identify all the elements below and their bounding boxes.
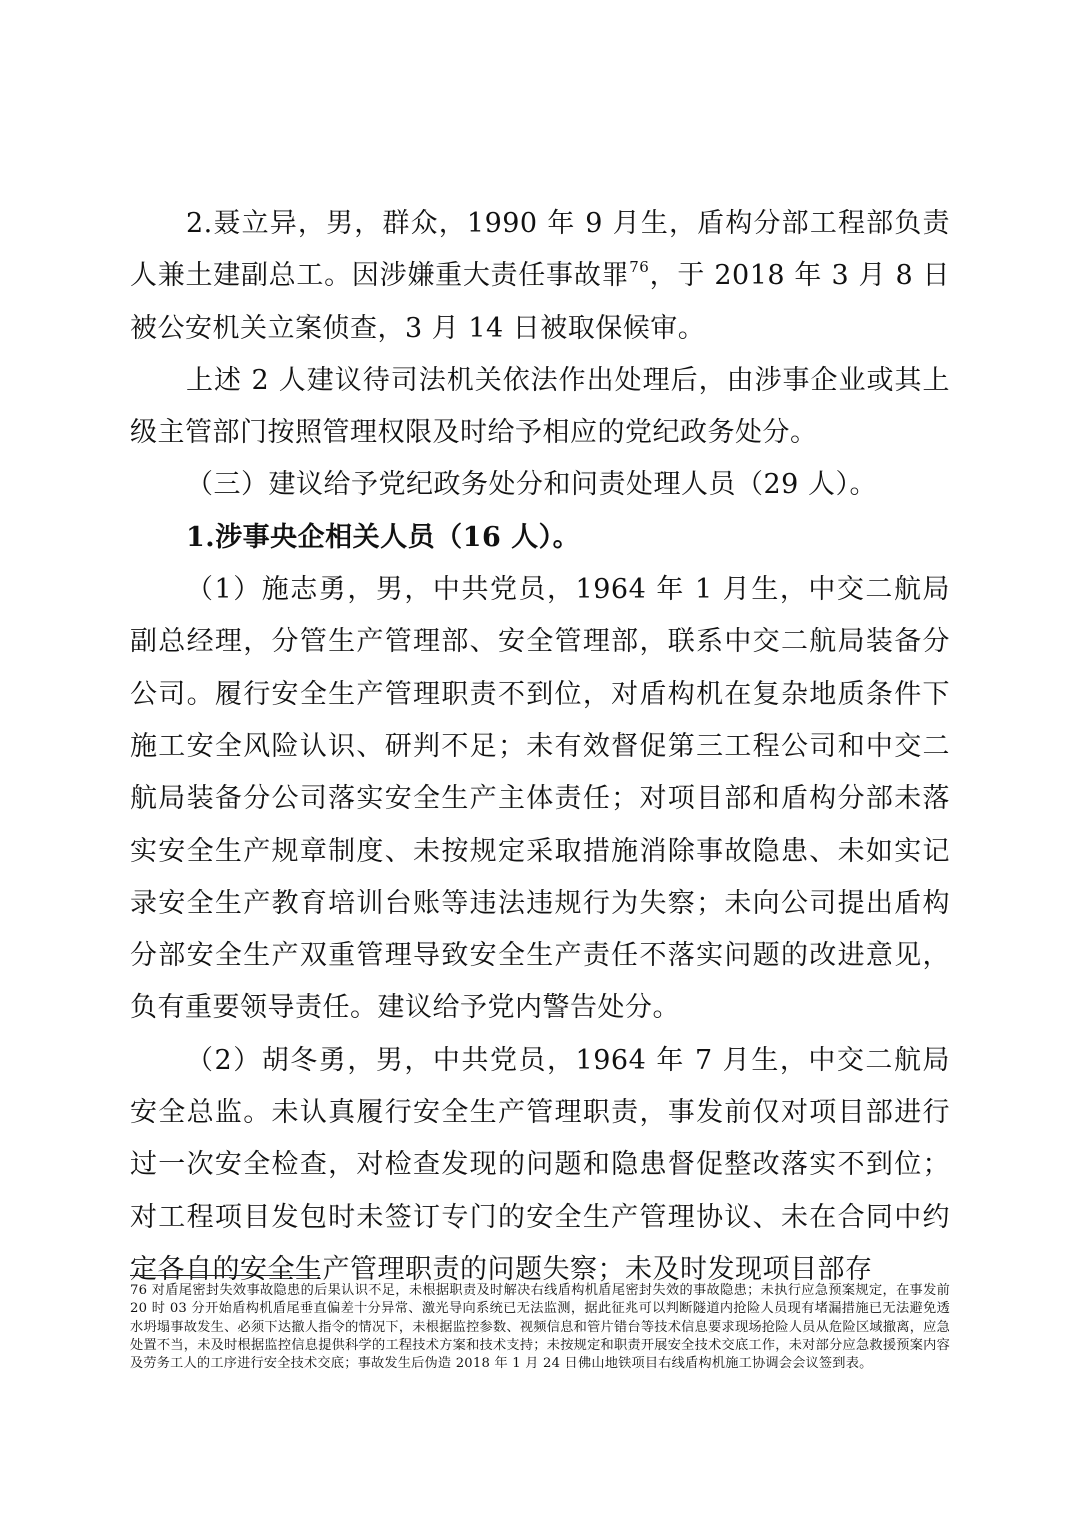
paragraph-summary: 上述 2 人建议待司法机关依法作出处理后，由涉事企业或其上级主管部门按照管理权限及时给予相应的党纪政务处分。 — [130, 364, 950, 449]
section-heading: （三）建议给予党纪政务处分和问责处理人员（29 人）。 — [186, 469, 877, 501]
paragraph-nie-liyi — [130, 198, 950, 355]
paragraph-shi-zhiyong: （1）施志勇，男，中共党员，1964 年 1 月生，中交二航局副总经理，分管生产管理部、安全管理部，联系中交二航局装备分公司。履行安全生产管理职责不到位，对盾构机在复杂地质条件下施工安全风险认识、研判不足；未有效督促第三工程公司和中交二航局装备分公司落实安全生产主体责任；对项目部和盾构分部未落实安全生产规章制度、未按规定采取措施消除事故隐患、未如实记录安全生产教育培训台账等违法违规行为失察；未向公司提出盾构分部安全生产双重管理导致安全生产责任不落实问题的改进意见，负有重要领导责任。建议给予党内警告处分。 — [130, 574, 950, 1024]
paragraph-hu-dongyong: （2）胡冬勇，男，中共党员，1964 年 7 月生，中交二航局安全总监。未认真履行安全生产管理职责，事发前仅对项目部进行过一次安全检查，对检查发现的问题和隐患督促整改落实不到位；对工程项目发包时未签订专门的安全生产管理协议、未在合同中约定各自的安全生产管理职责的问题失察；未及时发现项目部存 — [130, 1044, 950, 1285]
footnote-76: 76 对盾尾密封失效事故隐患的后果认识不足，未根据职责及时解决右线盾构机盾尾密封失效的事故隐患；未执行应急预案规定，在事发前 20 时 03 分开始盾构机盾尾垂直偏差十分异常、激光导向系统已无法监测，据此征兆可以判断隧道内抢险人员现有堵漏措施已无法避免透水坍塌事故发生、必须下达撤人指令的情况下，未根据监控参数、视频信息和管片错台等技术信息要求现场抢险人员从危险区域撤离，应急处置不当，未及时根据监控信息提供科学的工程技术方案和技术支持；未按规定和职责开展安全技术交底工作，未对部分应急救援预案内容及劳务工人的工序进行安全技术交底；事故发生后伪造 2018 年 1 月 24 日佛山地铁项目右线盾构机施工协调会会议签到表。 — [130, 1283, 950, 1372]
paragraph-text: 2.聂立异，男，群众，1990 年 9 月生，盾构分部工程部负责人兼土建副总工。因涉嫌重大责任事故罪 — [130, 208, 950, 292]
subsection-heading: 1.涉事央企相关人员（16 人）。 — [186, 521, 581, 553]
footnote-reference: 76 — [629, 258, 650, 277]
footnote-divider — [130, 1275, 320, 1276]
body-text — [130, 198, 950, 1296]
paragraph-text: ，于 2018 年 3 月 8 日被公安机关立案侦查，3 月 14 日被取保候审。 — [130, 260, 950, 344]
